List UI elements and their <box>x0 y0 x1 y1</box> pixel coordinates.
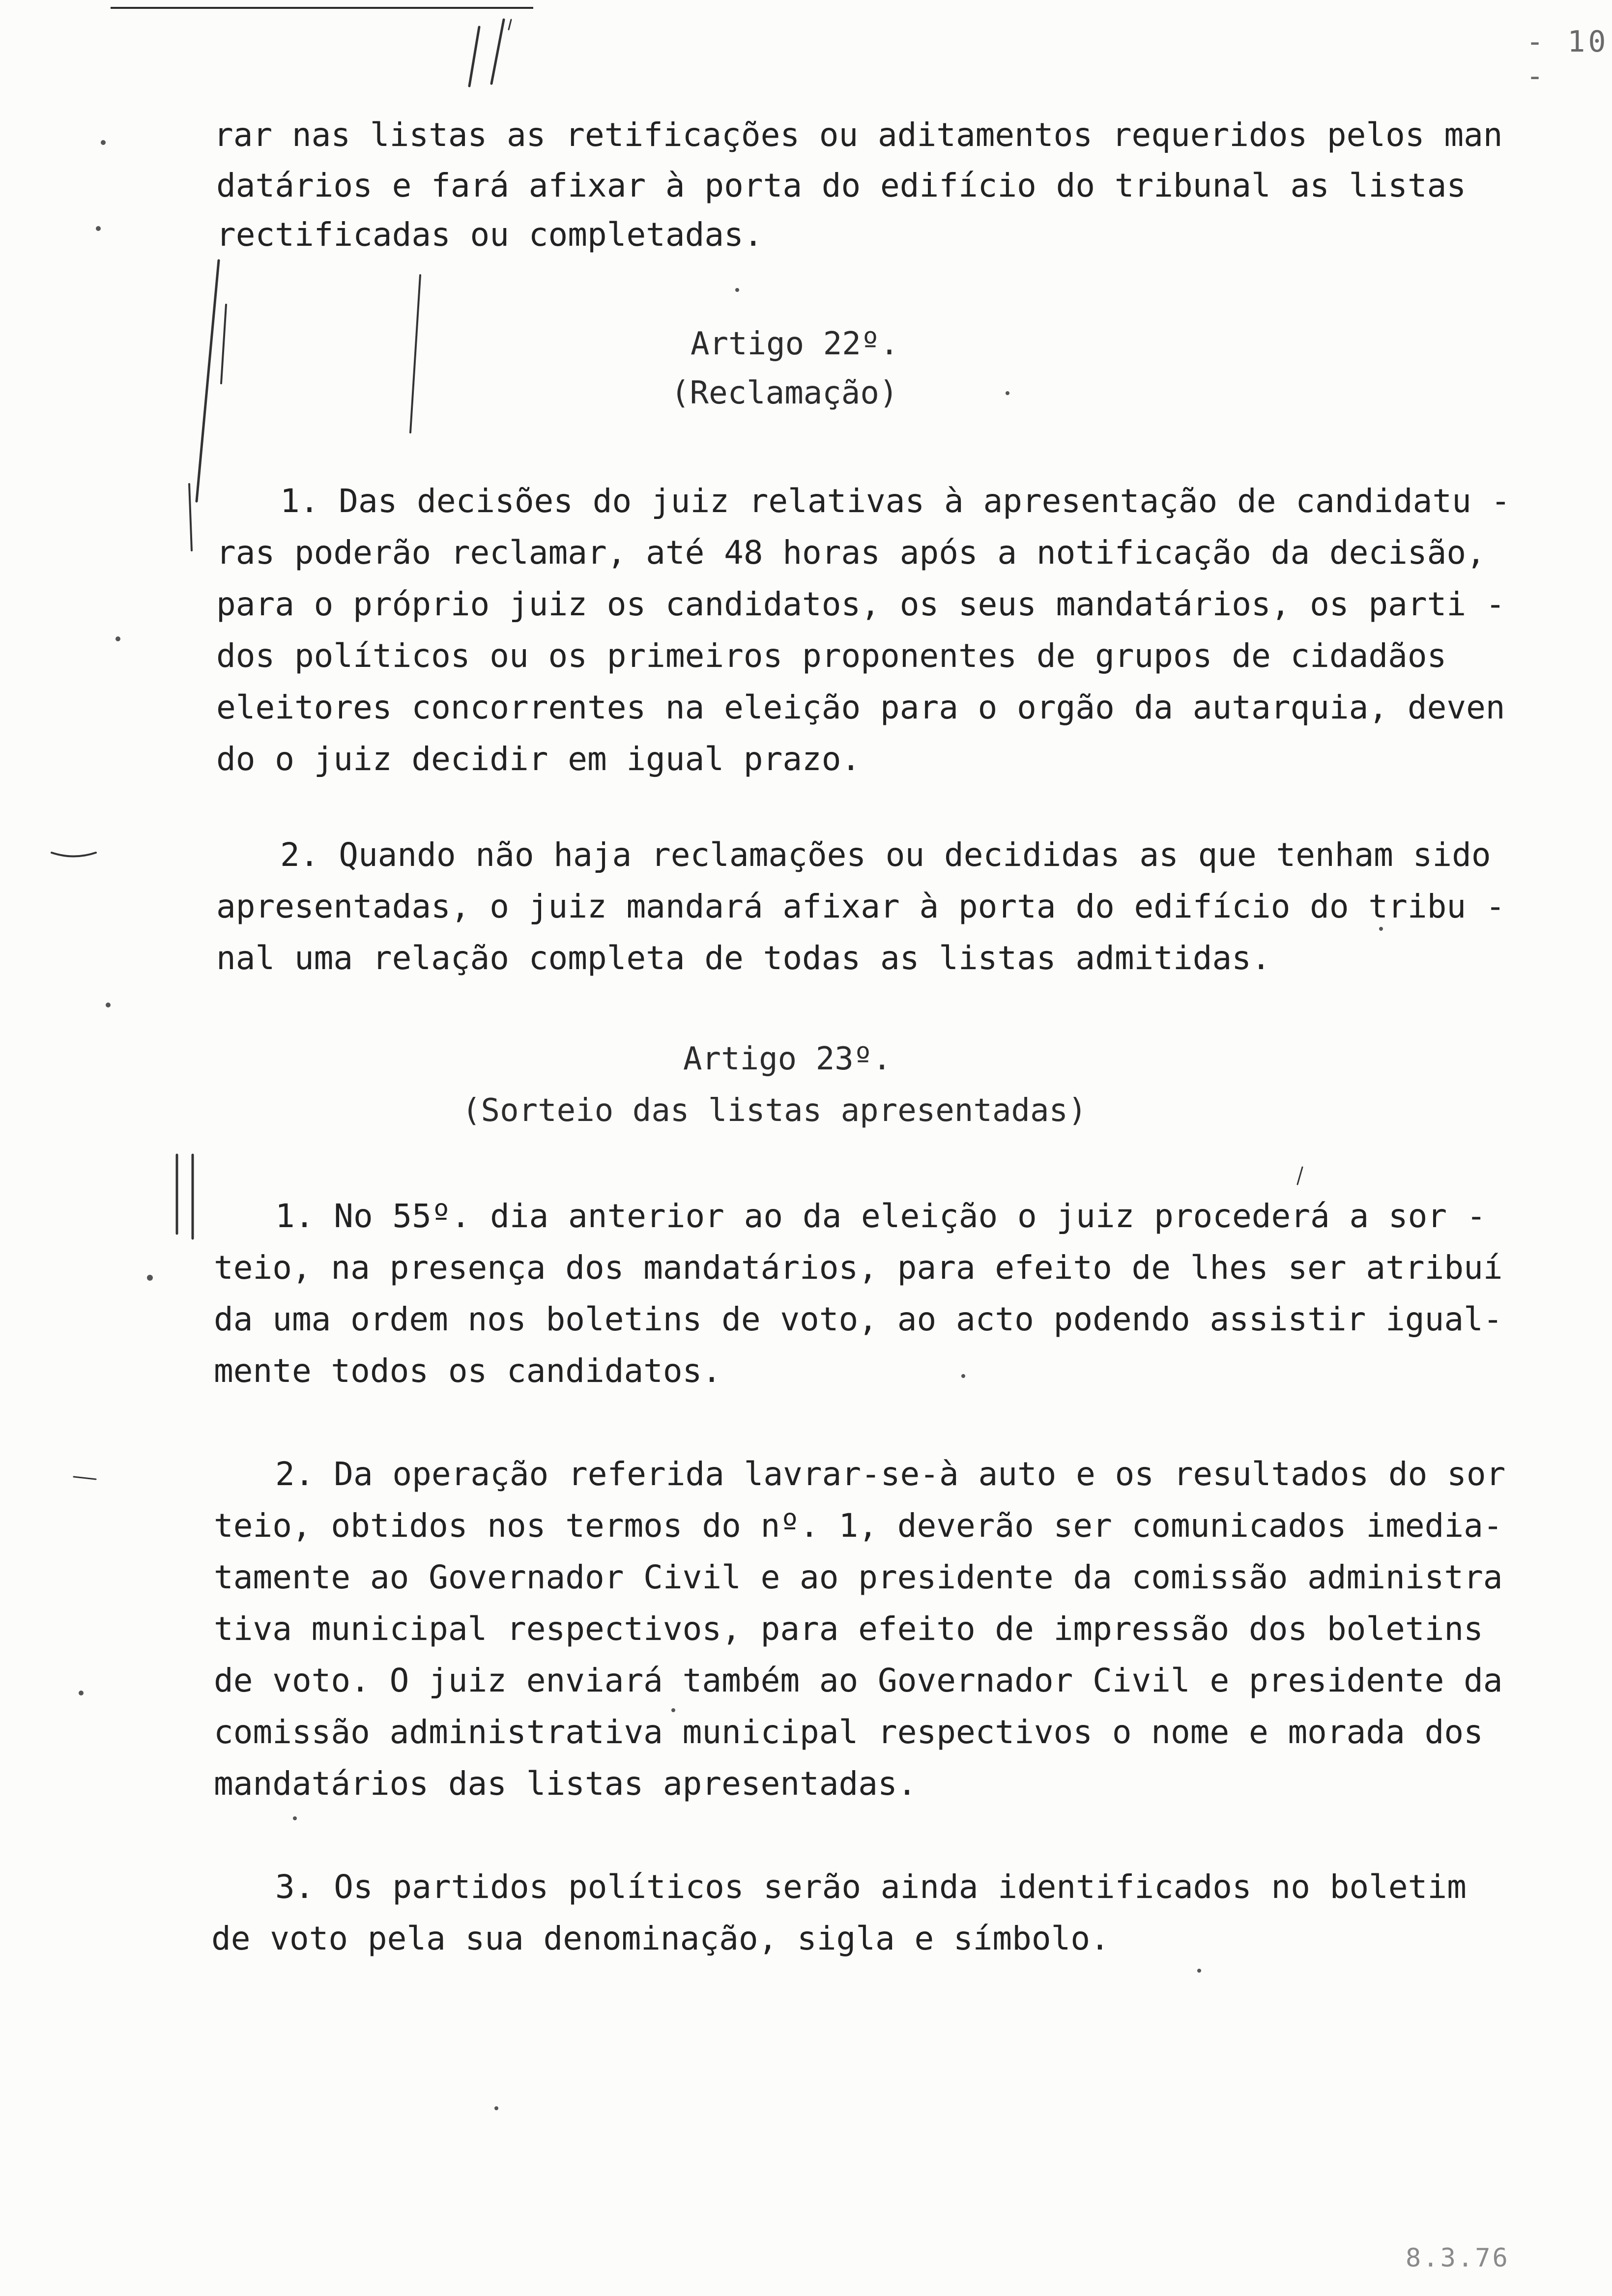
article-23-para-2-line-6: comissão administrativa municipal respectivos o nome e morada dos <box>214 1713 1483 1751</box>
article-22-para-2-line-1: 2. Quando não haja reclamações ou decididas as que tenham sido <box>280 836 1491 874</box>
article-23-para-2-line-2: teio, obtidos nos termos do nº. 1, deverão ser comunicados imedia- <box>214 1507 1503 1545</box>
article-22-title: (Reclamação) <box>671 375 898 411</box>
article-23-number: Artigo 23º. <box>683 1041 892 1077</box>
article-23-para-1-line-4: mente todos os candidatos. <box>214 1352 722 1390</box>
date-stamp: 8.3.76 <box>1406 2243 1510 2273</box>
article-22-para-2-line-3: nal uma relação completa de todas as listas admitidas. <box>216 939 1271 977</box>
article-22-para-1-line-2: ras poderão reclamar, até 48 horas após a notificação da decisão, <box>216 534 1486 572</box>
article-23-para-3-line-1: 3. Os partidos políticos serão ainda identificados no boletim <box>275 1868 1467 1906</box>
article-23-para-3-line-2: de voto pela sua denominação, sigla e símbolo. <box>211 1920 1110 1957</box>
intro-line-3: rectificadas ou completadas. <box>216 216 763 254</box>
article-22-para-2-line-2: apresentadas, o juiz mandará afixar à porta do edifício do tribu - <box>216 888 1505 925</box>
article-23-para-2-line-4: tiva municipal respectivos, para efeito de impressão dos boletins <box>214 1610 1483 1648</box>
article-22-para-1-line-1: 1. Das decisões do juiz relativas à apresentação de candidatu - <box>280 482 1511 520</box>
article-23-para-2-line-7: mandatários das listas apresentadas. <box>214 1765 917 1803</box>
article-23-para-2-line-3: tamente ao Governador Civil e ao presidente da comissão administra <box>214 1558 1503 1596</box>
page-number: - 10 - <box>1526 25 1609 93</box>
article-23-para-2-line-5: de voto. O juiz enviará também ao Governador Civil e presidente da <box>214 1662 1503 1699</box>
article-23-para-1-line-2: teio, na presença dos mandatários, para efeito de lhes ser atribuí <box>214 1249 1503 1287</box>
article-23-para-2-line-1: 2. Da operação referida lavrar-se-à auto e os resultados do sor <box>275 1455 1506 1493</box>
article-22-para-1-line-6: do o juiz decidir em igual prazo. <box>216 740 861 778</box>
article-22-para-1-line-4: dos políticos ou os primeiros proponentes de grupos de cidadãos <box>216 637 1447 675</box>
article-22-para-1-line-3: para o próprio juiz os candidatos, os seus mandatários, os parti - <box>216 585 1505 623</box>
article-23-para-1-line-1: 1. No 55º. dia anterior ao da eleição o juiz procederá a sor - <box>275 1197 1486 1235</box>
intro-line-2: datários e fará afixar à porta do edifício do tribunal as listas <box>216 167 1467 204</box>
article-23-para-1-line-3: da uma ordem nos boletins de voto, ao acto podendo assistir igual- <box>214 1300 1503 1338</box>
article-23-title: (Sorteio das listas apresentadas) <box>462 1092 1087 1129</box>
article-22-number: Artigo 22º. <box>691 326 899 362</box>
article-22-para-1-line-5: eleitores concorrentes na eleição para o orgão da autarquia, deven <box>216 689 1505 726</box>
intro-line-1: rar nas listas as retificações ou aditamentos requeridos pelos man <box>214 116 1503 154</box>
